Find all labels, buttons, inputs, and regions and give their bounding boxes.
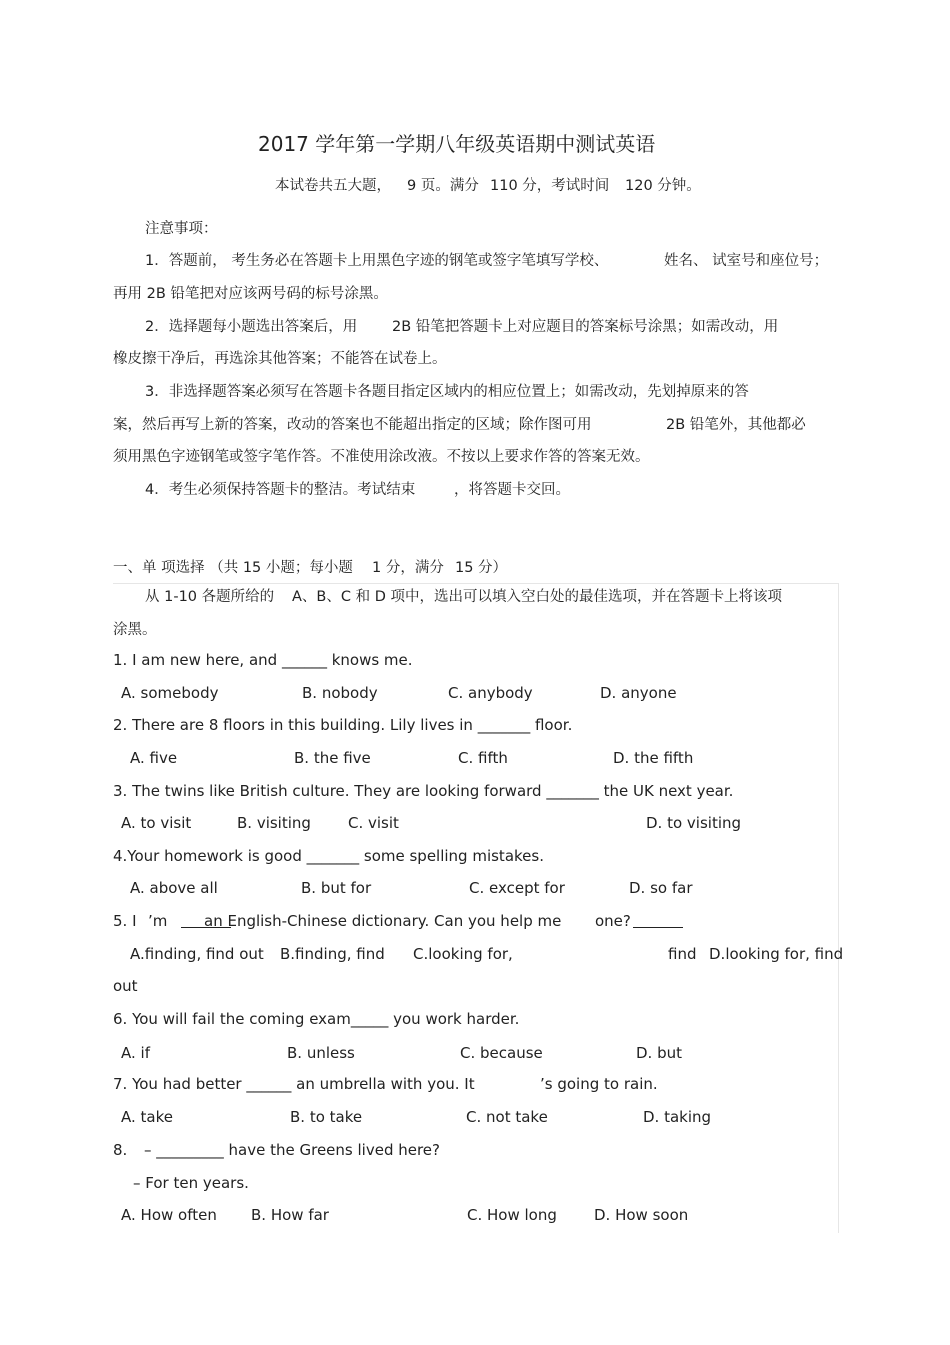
instruction-part: 从 1-10 各题所给的 [145,589,275,605]
instruction-part: A、B、C 和 D 项中，选出可以填入空白处的最佳选项，并在答题卡上将该项 [292,589,782,605]
option-d: D. but [636,1044,682,1062]
option-d: D. taking [643,1108,712,1126]
exam-info-part: 120 分钟。 [625,178,701,194]
option-b: B. unless [287,1044,355,1062]
note-2-line: 橡皮擦干净后，再选涂其他答案；不能答在试卷上。 [113,351,447,367]
note-1-line: 姓名、 试室号和座位号； [664,253,829,269]
note-1-line: 1．答题前， 考生务必在答题卡上用黑色字迹的钢笔或签字笔填写学校、 [145,253,609,269]
option-d: D. so far [629,879,693,897]
question-frame-right-border [838,583,839,1233]
option-a: A. How often [121,1206,217,1224]
question-stem: 6. You will fail the coming exam_____ you work harder. [113,1010,520,1028]
option-d: D. the fifth [613,749,694,767]
exam-info-part: 9 页。满分 [407,178,479,194]
option-d: D. How soon [594,1206,689,1224]
answer-blank-line [633,927,683,928]
note-3-line: 2B 铅笔外，其他都必 [666,417,806,433]
option-c: C. How long [467,1206,557,1224]
option-a: A. if [121,1044,150,1062]
option-b: B. visiting [237,814,311,832]
question-stem-part: 5. I [113,912,137,930]
question-stem-part: ’s going to rain. [540,1075,658,1093]
option-a: A. above all [130,879,218,897]
option-a: A.finding, find out [130,945,264,963]
option-c: C. fifth [458,749,508,767]
page-title: 2017 学年第一学期八年级英语期中测试英语 [258,132,656,156]
option-d-continued: out [113,977,138,995]
option-b: B. nobody [302,684,378,702]
question-stem: 3. The twins like British culture. They are looking forward _______ the UK next year. [113,782,734,800]
option-c-continued: find [668,945,697,963]
option-c: C. because [460,1044,543,1062]
option-d: D. anyone [600,684,677,702]
option-a: A. to visit [121,814,192,832]
note-4-line: 4．考生必须保持答题卡的整洁。考试结束 [145,482,416,498]
option-c: C. anybody [448,684,533,702]
option-b: B. How far [251,1206,329,1224]
notes-heading: 注意事项： [145,221,218,237]
question-frame-top-border [113,583,839,584]
note-4-line: ，将答题卡交回。 [454,482,570,498]
note-3-line: 案，然后再写上新的答案，改动的答案也不能超出指定的区域；除作图可用 [113,417,592,433]
option-c: C. visit [348,814,399,832]
note-3-line: 3．非选择题答案必须写在答题卡各题目指定区域内的相应位置上；如需改动，先划掉原来的答 [145,384,749,400]
option-d: D.looking for, find [709,945,844,963]
note-1-line: 再用 2B 铅笔把对应该两号码的标号涂黑。 [113,286,388,302]
note-2-line: 2．选择题每小题选出答案后，用 [145,319,358,335]
question-reply: – For ten years. [133,1174,249,1192]
exam-info-part: 本试卷共五大题， [275,178,391,194]
option-d: D. to visiting [646,814,742,832]
question-stem-part: an English-Chinese dictionary. Can you help me [204,912,562,930]
exam-info-part: 110 分，考试时间 [490,178,610,194]
note-3-line: 须用黑色字迹钢笔或签字笔作答。不准使用涂改液。不按以上要求作答的答案无效。 [113,449,650,465]
option-b: B. to take [290,1108,363,1126]
question-number: 8. [113,1141,128,1159]
option-c: C. not take [466,1108,548,1126]
option-a: A. take [121,1108,173,1126]
option-b: B.finding, find [280,945,385,963]
question-stem: 2. There are 8 floors in this building. Lily lives in _______ floor. [113,716,573,734]
option-a: A. somebody [121,684,219,702]
question-stem: – _________ have the Greens lived here? [144,1141,440,1159]
question-stem: 1. I am new here, and ______ knows me. [113,651,413,669]
option-c: C. except for [469,879,565,897]
question-stem-part: ’m [148,912,168,930]
section-heading-part: 1 分，满分 [372,560,444,576]
question-stem-part: one? [595,912,631,930]
question-stem: 4.Your homework is good _______ some spelling mistakes. [113,847,544,865]
option-b: B. but for [301,879,372,897]
note-2-line: 2B 铅笔把答题卡上对应题目的答案标号涂黑；如需改动，用 [392,319,779,335]
instruction-part: 涂黑。 [113,622,157,638]
section-heading-part: 一、单 项选择 （共 15 小题；每小题 [113,560,353,576]
option-b: B. the five [294,749,371,767]
section-heading-part: 15 分） [455,560,508,576]
option-c: C.looking for, [413,945,513,963]
question-stem-part: 7. You had better ______ an umbrella with you. It [113,1075,475,1093]
option-a: A. five [130,749,178,767]
